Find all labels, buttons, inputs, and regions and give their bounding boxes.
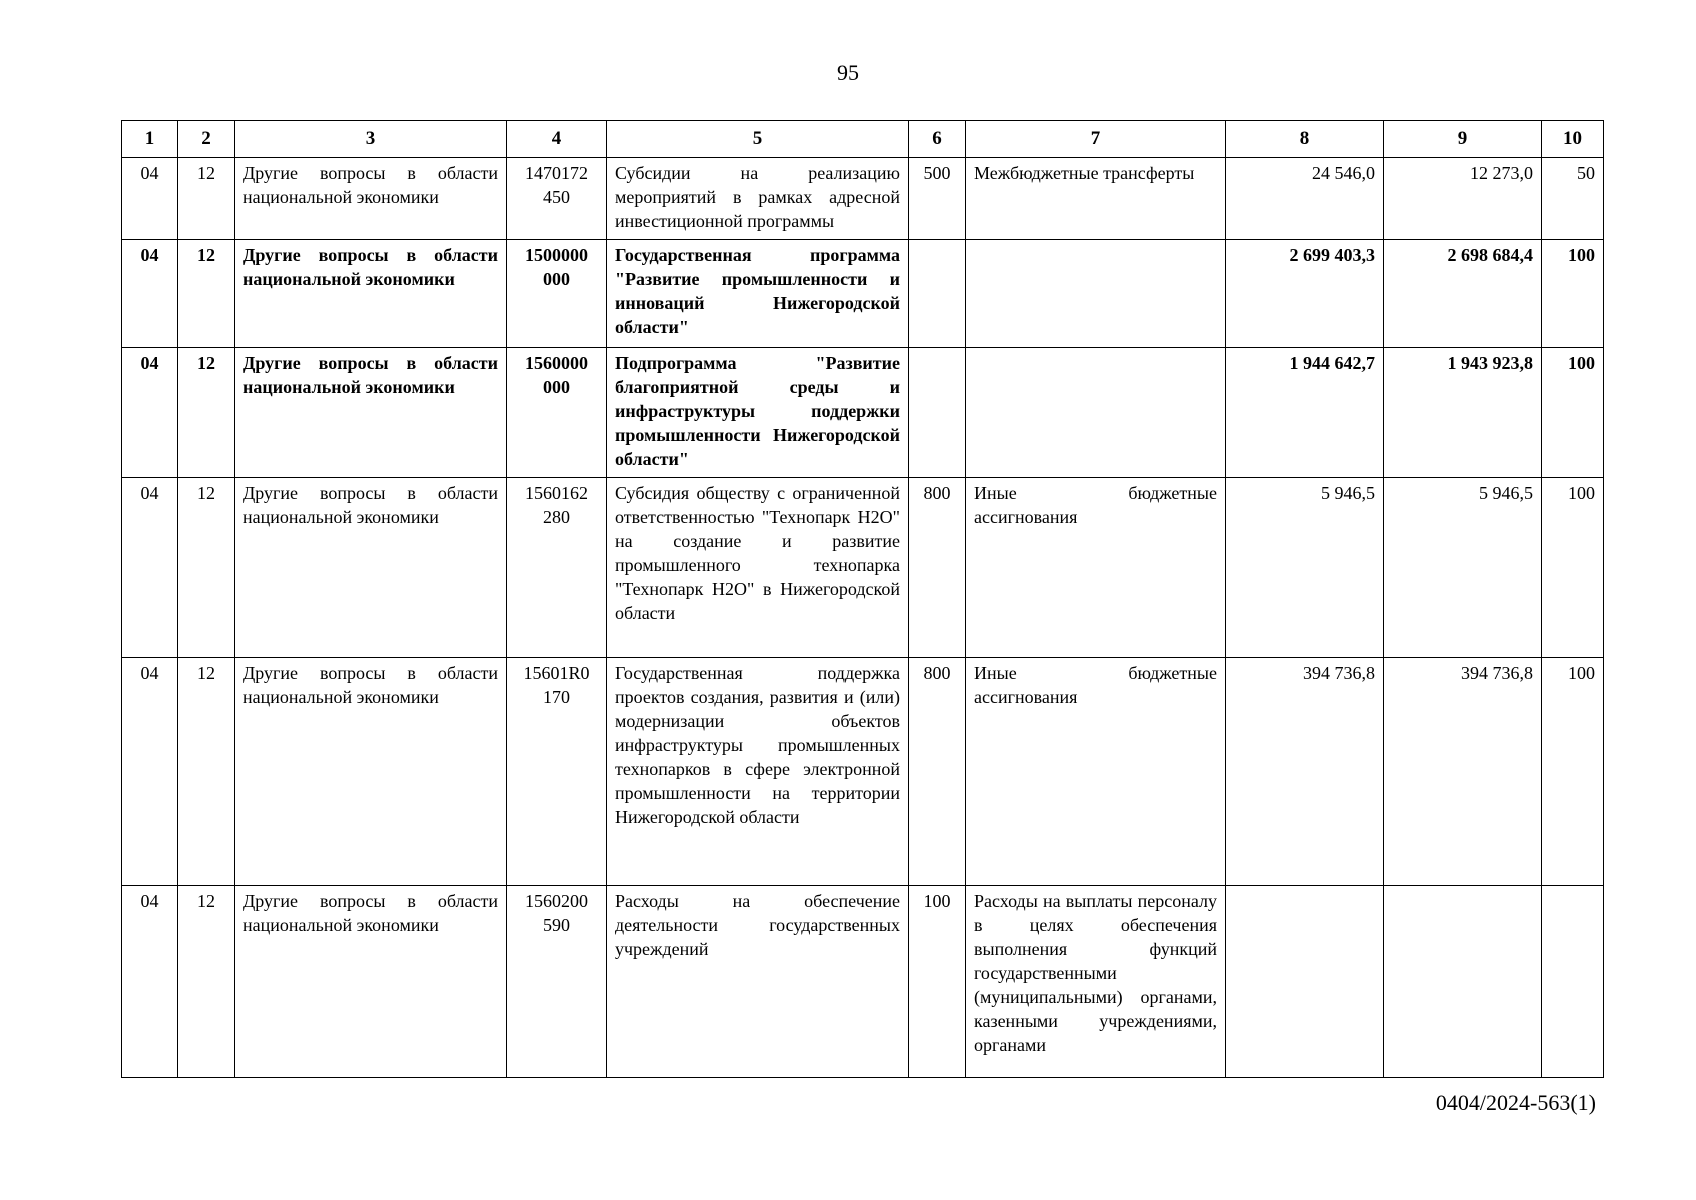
planned-amount: 5 946,5 [1226, 478, 1384, 658]
expense-type-code [909, 240, 966, 348]
table-row [122, 158, 1604, 240]
column-header: 7 [966, 121, 1226, 158]
expense-type-name: Иные бюджетные ассигнования [966, 658, 1226, 886]
target-article-code: 1560200 590 [507, 886, 607, 1078]
article-name: Подпрограмма "Развитие благоприятной среды и инфраструктуры поддержки промышленности Нижегородской области" [607, 348, 909, 478]
column-header: 6 [909, 121, 966, 158]
table-row [122, 886, 1604, 1078]
section-name: Другие вопросы в области национальной экономики [235, 658, 507, 886]
section-code: 04 [122, 158, 178, 240]
executed-amount: 394 736,8 [1384, 658, 1542, 886]
section-code: 04 [122, 478, 178, 658]
executed-amount: 1 943 923,8 [1384, 348, 1542, 478]
section-name: Другие вопросы в области национальной экономики [235, 348, 507, 478]
planned-amount: 2 699 403,3 [1226, 240, 1384, 348]
column-header: 9 [1384, 121, 1542, 158]
table-row [122, 240, 1604, 348]
planned-amount: 394 736,8 [1226, 658, 1384, 886]
executed-amount: 5 946,5 [1384, 478, 1542, 658]
target-article-code: 15601R0 170 [507, 658, 607, 886]
table-row [122, 478, 1604, 658]
expense-type-name: Иные бюджетные ассигнования [966, 478, 1226, 658]
planned-amount: 24 546,0 [1226, 158, 1384, 240]
subsection-code: 12 [178, 886, 235, 1078]
executed-amount [1384, 886, 1542, 1078]
article-name: Субсидии на реализацию мероприятий в рамках адресной инвестиционной программы [607, 158, 909, 240]
target-article-code: 1500000 000 [507, 240, 607, 348]
expense-type-name [966, 348, 1226, 478]
article-name: Расходы на обеспечение деятельности государственных учреждений [607, 886, 909, 1078]
column-header: 4 [507, 121, 607, 158]
document-code: 0404/2024-563(1) [1435, 1090, 1596, 1115]
article-name: Государственная программа "Развитие промышленности и инноваций Нижегородской области" [607, 240, 909, 348]
execution-percent: 100 [1542, 348, 1604, 478]
section-name: Другие вопросы в области национальной экономики [235, 240, 507, 348]
expense-type-code [909, 348, 966, 478]
execution-percent: 100 [1542, 240, 1604, 348]
column-header: 10 [1542, 121, 1604, 158]
target-article-code: 1470172 450 [507, 158, 607, 240]
target-article-code: 1560162 280 [507, 478, 607, 658]
header-row [122, 121, 1604, 158]
execution-percent: 50 [1542, 158, 1604, 240]
column-header: 5 [607, 121, 909, 158]
page-number: 95 [837, 60, 859, 85]
section-name: Другие вопросы в области национальной экономики [235, 478, 507, 658]
section-code: 04 [122, 886, 178, 1078]
section-code: 04 [122, 240, 178, 348]
execution-percent [1542, 886, 1604, 1078]
subsection-code: 12 [178, 158, 235, 240]
subsection-code: 12 [178, 478, 235, 658]
expense-type-code: 500 [909, 158, 966, 240]
expense-type-code: 100 [909, 886, 966, 1078]
column-header: 3 [235, 121, 507, 158]
section-name: Другие вопросы в области национальной экономики [235, 158, 507, 240]
subsection-code: 12 [178, 658, 235, 886]
expense-type-name: Расходы на выплаты персоналу в целях обеспечения выполнения функций государственными (муниципальными) органами, казенными учреждениями, органами [966, 886, 1226, 1078]
subsection-code: 12 [178, 348, 235, 478]
column-header: 8 [1226, 121, 1384, 158]
planned-amount [1226, 886, 1384, 1078]
subsection-code: 12 [178, 240, 235, 348]
execution-percent: 100 [1542, 658, 1604, 886]
expense-type-name [966, 240, 1226, 348]
expense-type-name: Межбюджетные трансферты [966, 158, 1226, 240]
expense-type-code: 800 [909, 478, 966, 658]
section-code: 04 [122, 348, 178, 478]
column-header: 2 [178, 121, 235, 158]
expense-type-code: 800 [909, 658, 966, 886]
table-row [122, 658, 1604, 886]
table-row [122, 348, 1604, 478]
column-header: 1 [122, 121, 178, 158]
executed-amount: 2 698 684,4 [1384, 240, 1542, 348]
article-name: Субсидия обществу с ограниченной ответственностью "Технопарк H2O" на создание и развитие промышленного технопарка "Технопарк H2O" в Нижегородской области [607, 478, 909, 658]
article-name: Государственная поддержка проектов создания, развития и (или) модернизации объектов инфраструктуры промышленных технопарков в сфере электронной промышленности на территории Нижегородской области [607, 658, 909, 886]
target-article-code: 1560000 000 [507, 348, 607, 478]
executed-amount: 12 273,0 [1384, 158, 1542, 240]
section-name: Другие вопросы в области национальной экономики [235, 886, 507, 1078]
section-code: 04 [122, 658, 178, 886]
budget-table [121, 120, 1604, 1078]
execution-percent: 100 [1542, 478, 1604, 658]
planned-amount: 1 944 642,7 [1226, 348, 1384, 478]
